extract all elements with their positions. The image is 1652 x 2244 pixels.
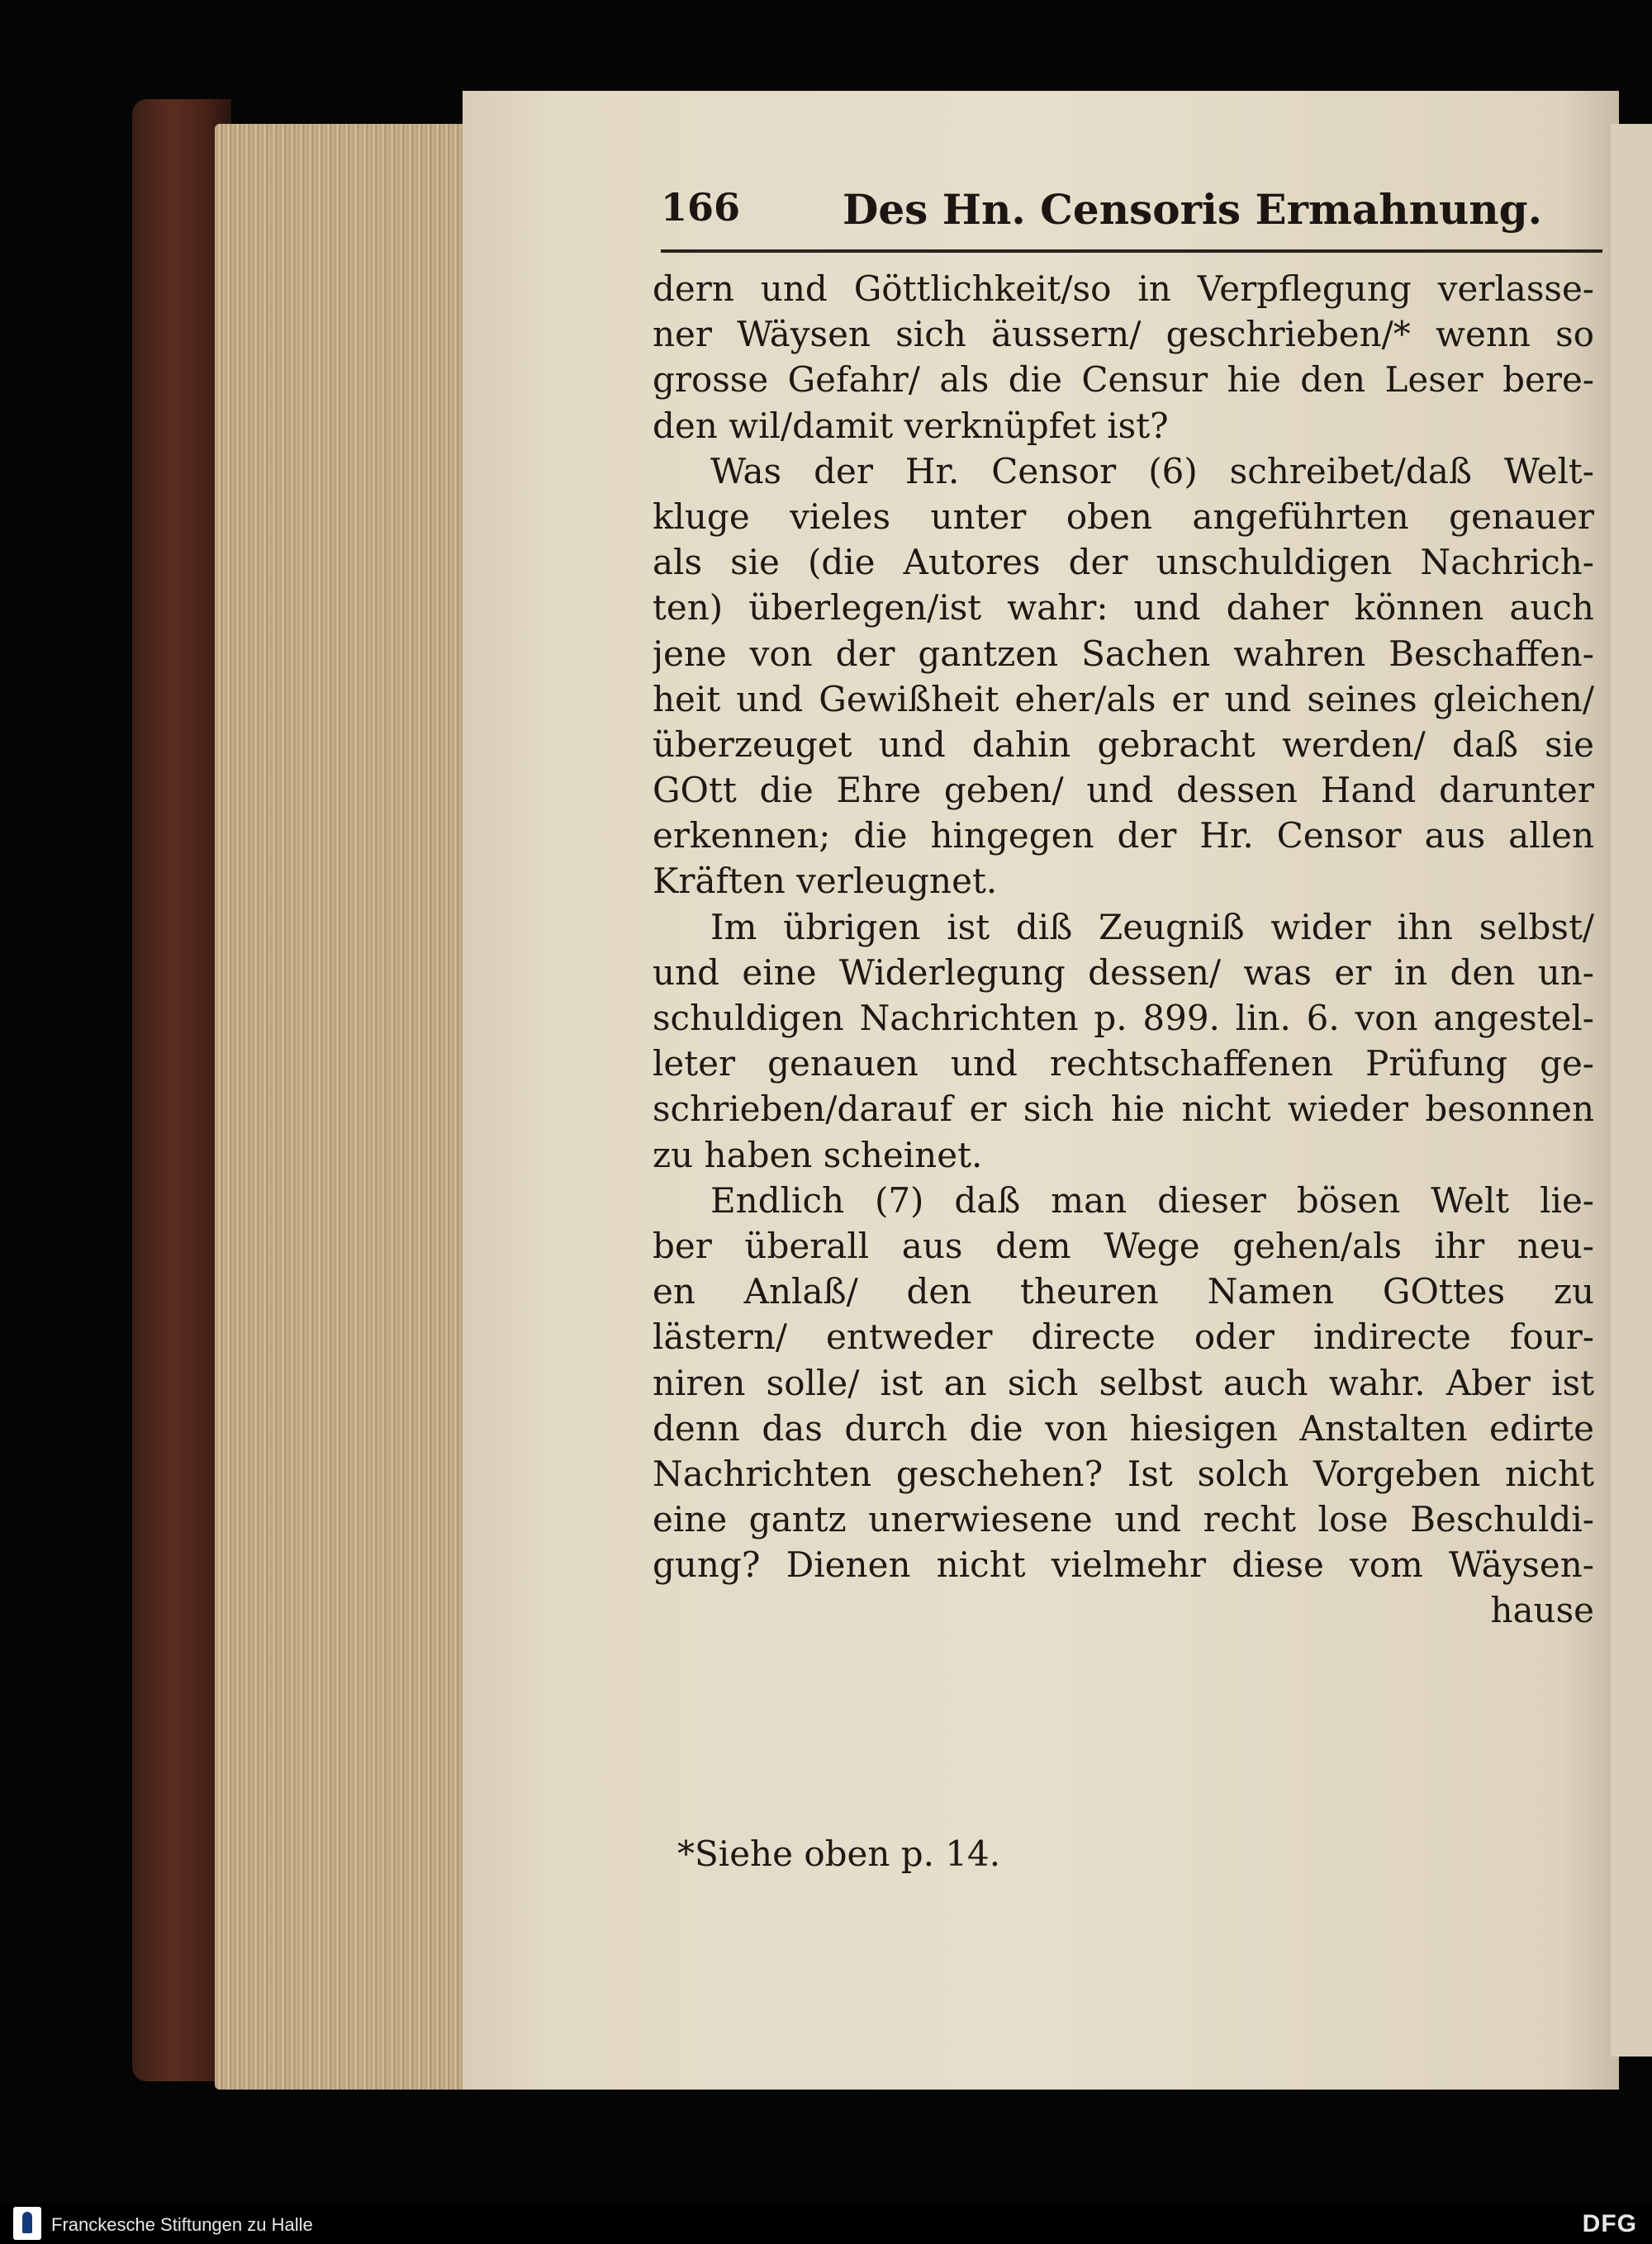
text-line: Kräften verleugnet.	[653, 861, 998, 902]
text-line: kluge vieles unter oben angeführten genauer	[653, 496, 1594, 537]
text-line: den wil/damit verknüpfet ist?	[653, 405, 1169, 446]
text-line: gung? Dienen nicht vielmehr diese vom Wäysen-	[653, 1544, 1594, 1586]
text-line: leter genauen und rechtschaffenen Prüfung ge-	[653, 1043, 1594, 1084]
text-line: en Anlaß/ den theuren Namen GOttes zu	[653, 1271, 1594, 1312]
text-line: ber überall aus dem Wege gehen/als ihr neu-	[653, 1225, 1594, 1266]
text-line: als sie (die Autores der unschuldigen Nachrich-	[653, 542, 1594, 583]
text-line: grosse Gefahr/ als die Censur hie den Leser bere-	[653, 359, 1594, 401]
text-line: jene von der gantzen Sachen wahren Beschaffen-	[653, 633, 1594, 674]
institution-name: Franckesche Stiftungen zu Halle	[51, 2214, 313, 2235]
text-line: ten) überlegen/ist wahr: und daher können auch	[653, 587, 1594, 629]
catchword: hause	[1490, 1590, 1594, 1631]
dfg-badge: DFG	[1582, 2210, 1637, 2237]
text-line: erkennen; die hingegen der Hr. Censor aus allen	[653, 815, 1594, 856]
header-rule	[661, 249, 1602, 253]
text-line: denn das durch die von hiesigen Anstalten edirte	[653, 1407, 1594, 1449]
text-line: lästern/ entweder directe oder indirecte four-	[653, 1317, 1594, 1358]
text-line: GOtt die Ehre geben/ und dessen Hand darunter	[653, 770, 1594, 811]
text-line: überzeuget und dahin gebracht werden/ daß sie	[653, 723, 1594, 765]
text-line: Nachrichten geschehen? Ist solch Vorgeben nicht	[653, 1453, 1594, 1494]
footnote: *Siehe oben p. 14.	[677, 1834, 1001, 1874]
text-line: ner Wäysen sich äussern/ geschrieben/* wenn so	[653, 314, 1594, 355]
page-header	[661, 185, 1602, 243]
text-line: heit und Gewißheit eher/als er und seines gleichen/	[653, 678, 1594, 719]
text-line: dern und Göttlichkeit/so in Verpflegung verlasse-	[653, 268, 1594, 309]
text-line: schuldigen Nachrichten p. 899. lin. 6. von angestel-	[653, 998, 1594, 1038]
text-line: und eine Widerlegung dessen/ was er in den un-	[653, 951, 1594, 993]
text-line: Im übrigen ist diß Zeugniß wider ihn selbst/	[710, 906, 1594, 947]
institution-logo-icon	[13, 2207, 41, 2240]
running-head: Des Hn. Censoris Ermahnung.	[843, 185, 1543, 234]
facing-page-edge	[1611, 124, 1652, 2057]
text-line: zu haben scheinet.	[653, 1134, 983, 1175]
text-line: eine gantz unerwiesene und recht lose Beschuldi-	[653, 1499, 1594, 1540]
text-line: Endlich (7) daß man dieser bösen Welt lie-	[710, 1179, 1594, 1221]
text-line: Was der Hr. Censor (6) schreibet/daß Welt-	[710, 450, 1594, 491]
text-line: schrieben/darauf er sich hie nicht wieder besonnen	[653, 1089, 1594, 1130]
page-number: 166	[661, 185, 741, 230]
body-text	[653, 266, 1594, 1634]
text-line: niren solle/ ist an sich selbst auch wahr. Aber ist	[653, 1362, 1594, 1403]
